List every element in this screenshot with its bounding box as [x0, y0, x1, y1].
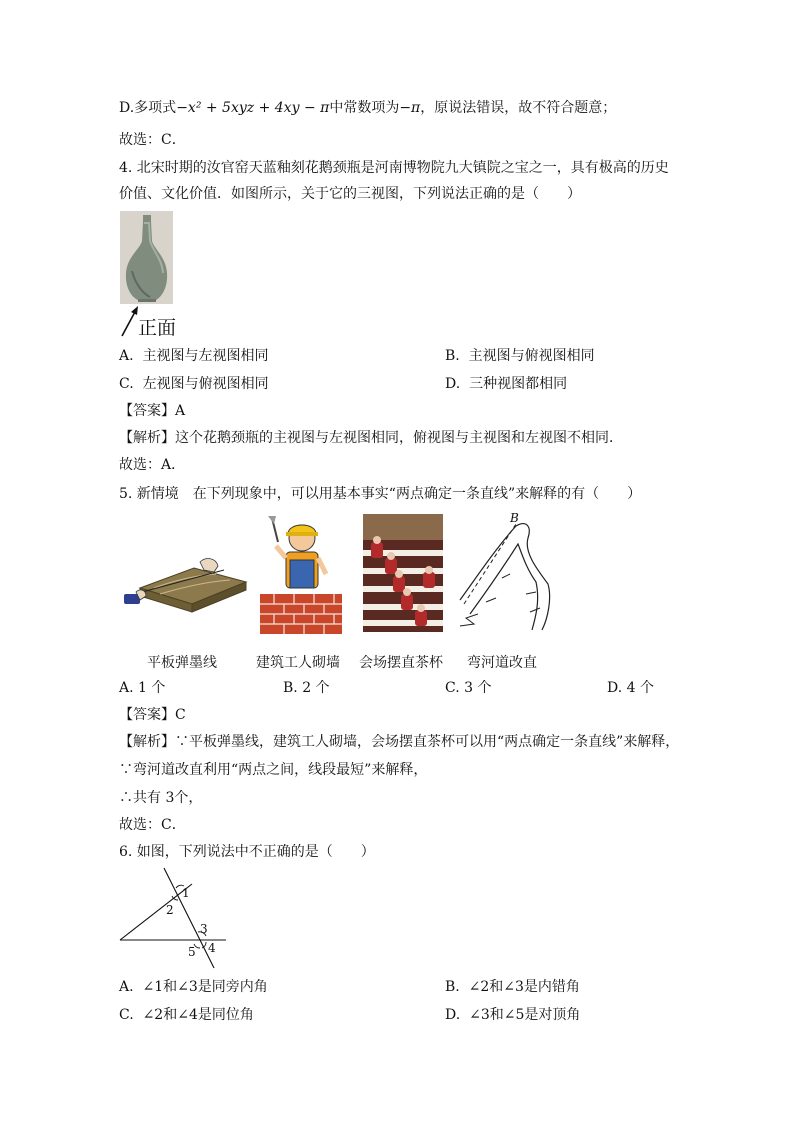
polynomial-expression: −x² + 5xyz + 4xy − π [176, 100, 330, 116]
q5-answer: 【答案】C [119, 707, 186, 723]
meeting-hall-photo [363, 514, 443, 632]
q6-stem: 6. 如图，下列说法中不正确的是（ ） [119, 844, 375, 860]
q4-answer: 【答案】A [119, 403, 186, 419]
q5-option-c: C. 3 个 [445, 680, 492, 696]
q4-option-a: A. 主视图与左视图相同 [119, 348, 269, 364]
river-bend-diagram [456, 508, 554, 634]
vase-illustration [120, 211, 173, 304]
q4-stem-line1: 4. 北宋时期的汝官窑天蓝釉刻花鹅颈瓶是河南博物院九大镇院之宝之一，具有极高的历史 [119, 160, 669, 176]
q4-stem-line2: 价值、文化价值．如图所示，关于它的三视图，下列说法正确的是（ ） [119, 186, 581, 202]
angle-label-1: 1 [182, 886, 190, 900]
q5-option-a: A. 1 个 [119, 680, 166, 696]
q6-option-d: D. ∠3和∠5是对顶角 [445, 1007, 581, 1023]
caption-bricklayer: 建筑工人砌墙 [256, 655, 340, 671]
front-label: 正面 [138, 317, 177, 339]
q4-option-d: D. 三种视图都相同 [445, 376, 568, 392]
q6-option-a: A. ∠1和∠3是同旁内角 [119, 979, 268, 995]
q5-choose: 故选：C． [119, 817, 186, 833]
q4-option-b: B. 主视图与俯视图相同 [445, 348, 595, 364]
river-point-b: B [510, 511, 519, 525]
q5-analysis-line1: 【解析】∵平板弹墨线，建筑工人砌墙，会场摆直茶杯可以用“两点确定一条直线”来解释， [119, 734, 680, 750]
q3-suffix: ，原说法错误，故不符合题意； [420, 100, 617, 116]
q3-option-d-line [119, 98, 616, 118]
q4-analysis: 【解析】这个花鹅颈瓶的主视图与左视图相同，俯视图与主视图和左视图不相同． [119, 430, 623, 446]
angle-label-5: 5 [188, 945, 196, 959]
q5-analysis-line3: ∴共有 3个， [119, 790, 203, 806]
q5-option-d: D. 4 个 [607, 680, 654, 696]
caption-ink-line: 平板弹墨线 [147, 655, 217, 671]
q3-choose: 故选：C． [119, 132, 186, 148]
bricklayer-illustration [258, 516, 342, 634]
ink-line-board-illustration [120, 552, 248, 614]
q3-mid-text: 中常数项为 [329, 100, 400, 116]
q5-analysis-line2: ∵弯河道改直利用“两点之间，线段最短”来解释， [119, 762, 428, 778]
angle-label-2: 2 [166, 903, 174, 917]
vase-photo [120, 211, 173, 304]
q3-prefix: D.多项式 [119, 100, 177, 116]
q4-choose: 故选：A． [119, 457, 186, 473]
caption-river: 弯河道改直 [467, 655, 537, 671]
q5-option-b: B. 2 个 [283, 680, 330, 696]
angle-diagram [118, 866, 230, 970]
angle-label-4: 4 [208, 941, 216, 955]
caption-teacups: 会场摆直茶杯 [359, 655, 443, 671]
q4-option-c: C. 左视图与俯视图相同 [119, 376, 269, 392]
q5-stem: 5. 新情境 在下列现象中，可以用基本事实“两点确定一条直线”来解释的有（ ） [119, 486, 642, 502]
q6-option-c: C. ∠2和∠4是同位角 [119, 1007, 254, 1023]
angle-label-3: 3 [200, 922, 208, 936]
constant-term: −π [399, 100, 421, 116]
q6-option-b: B. ∠2和∠3是内错角 [445, 979, 580, 995]
